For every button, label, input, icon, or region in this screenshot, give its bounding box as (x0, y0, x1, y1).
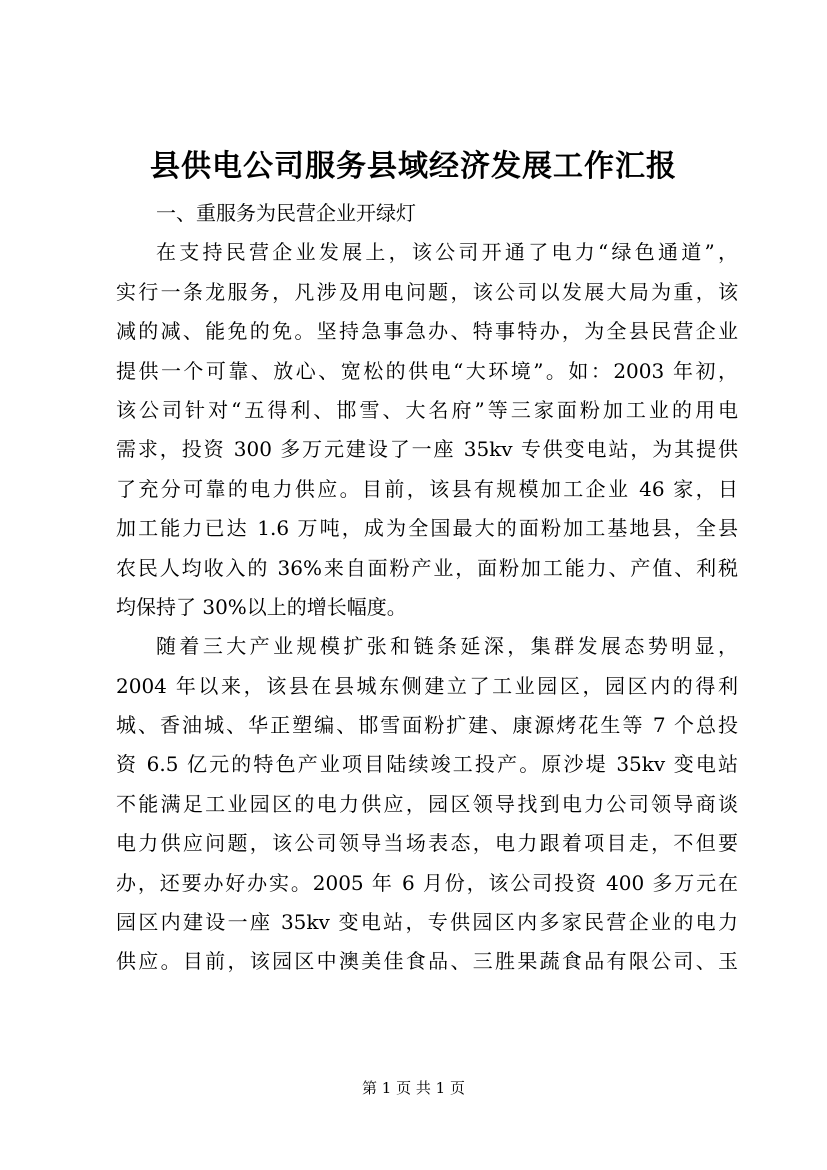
paragraph-line: 电力供应问题，该公司领导当场表态，电力跟着项目走，不但要 (116, 831, 738, 856)
document-body (116, 194, 738, 982)
document-title: 县供电公司服务县域经济发展工作汇报 (150, 149, 677, 184)
paragraph-line: 资 6.5 亿元的特色产业项目陆续竣工投产。原沙堤 35kv 变电站 (116, 752, 738, 777)
section-heading: 一、重服务为民营企业开绿灯 (156, 201, 416, 225)
paragraph-line: 需求，投资 300 多万元建设了一座 35kv 专供变电站，为其提供 (116, 437, 738, 462)
paragraph-line: 办，还要办好办实。2005 年 6 月份，该公司投资 400 多万元在 (116, 870, 738, 895)
paragraph-line: 农民人均收入的 36%来自面粉产业，面粉加工能力、产值、利税 (116, 555, 738, 580)
paragraph-line: 园区内建设一座 35kv 变电站，专供园区内多家民营企业的电力 (116, 910, 738, 935)
paragraph-line: 该公司针对“五得利、邯雪、大名府”等三家面粉加工业的用电 (116, 397, 738, 422)
paragraph-line: 减的减、能免的免。坚持急事急办、特事特办，为全县民营企业 (116, 319, 738, 344)
paragraph-line: 随着三大产业规模扩张和链条延深，集群发展态势明显， (156, 634, 738, 659)
paragraph-line: 加工能力已达 1.6 万吨，成为全国最大的面粉加工基地县，全县 (116, 516, 738, 541)
paragraph-line: 供应。目前，该园区中澳美佳食品、三胜果蔬食品有限公司、玉 (116, 949, 738, 974)
paragraph-line: 城、香油城、华正塑编、邯雪面粉扩建、康源烤花生等 7 个总投 (116, 713, 738, 738)
page-footer: 第 1 页 共 1 页 (362, 1079, 465, 1097)
paragraph-line: 不能满足工业园区的电力供应，园区领导找到电力公司领导商谈 (116, 791, 738, 816)
paragraph-line: 在支持民营企业发展上，该公司开通了电力“绿色通道”， (156, 240, 738, 265)
paragraph-line: 2004 年以来，该县在县城东侧建立了工业园区，园区内的得利 (116, 673, 738, 698)
paragraph-line: 提供一个可靠、放心、宽松的供电“大环境”。如：2003 年初， (116, 358, 738, 383)
paragraph-line: 均保持了 30%以上的增长幅度。 (116, 594, 407, 619)
paragraph-line: 实行一条龙服务，凡涉及用电问题，该公司以发展大局为重，该 (116, 279, 738, 304)
paragraph-line: 了充分可靠的电力供应。目前，该县有规模加工企业 46 家，日 (116, 476, 738, 501)
